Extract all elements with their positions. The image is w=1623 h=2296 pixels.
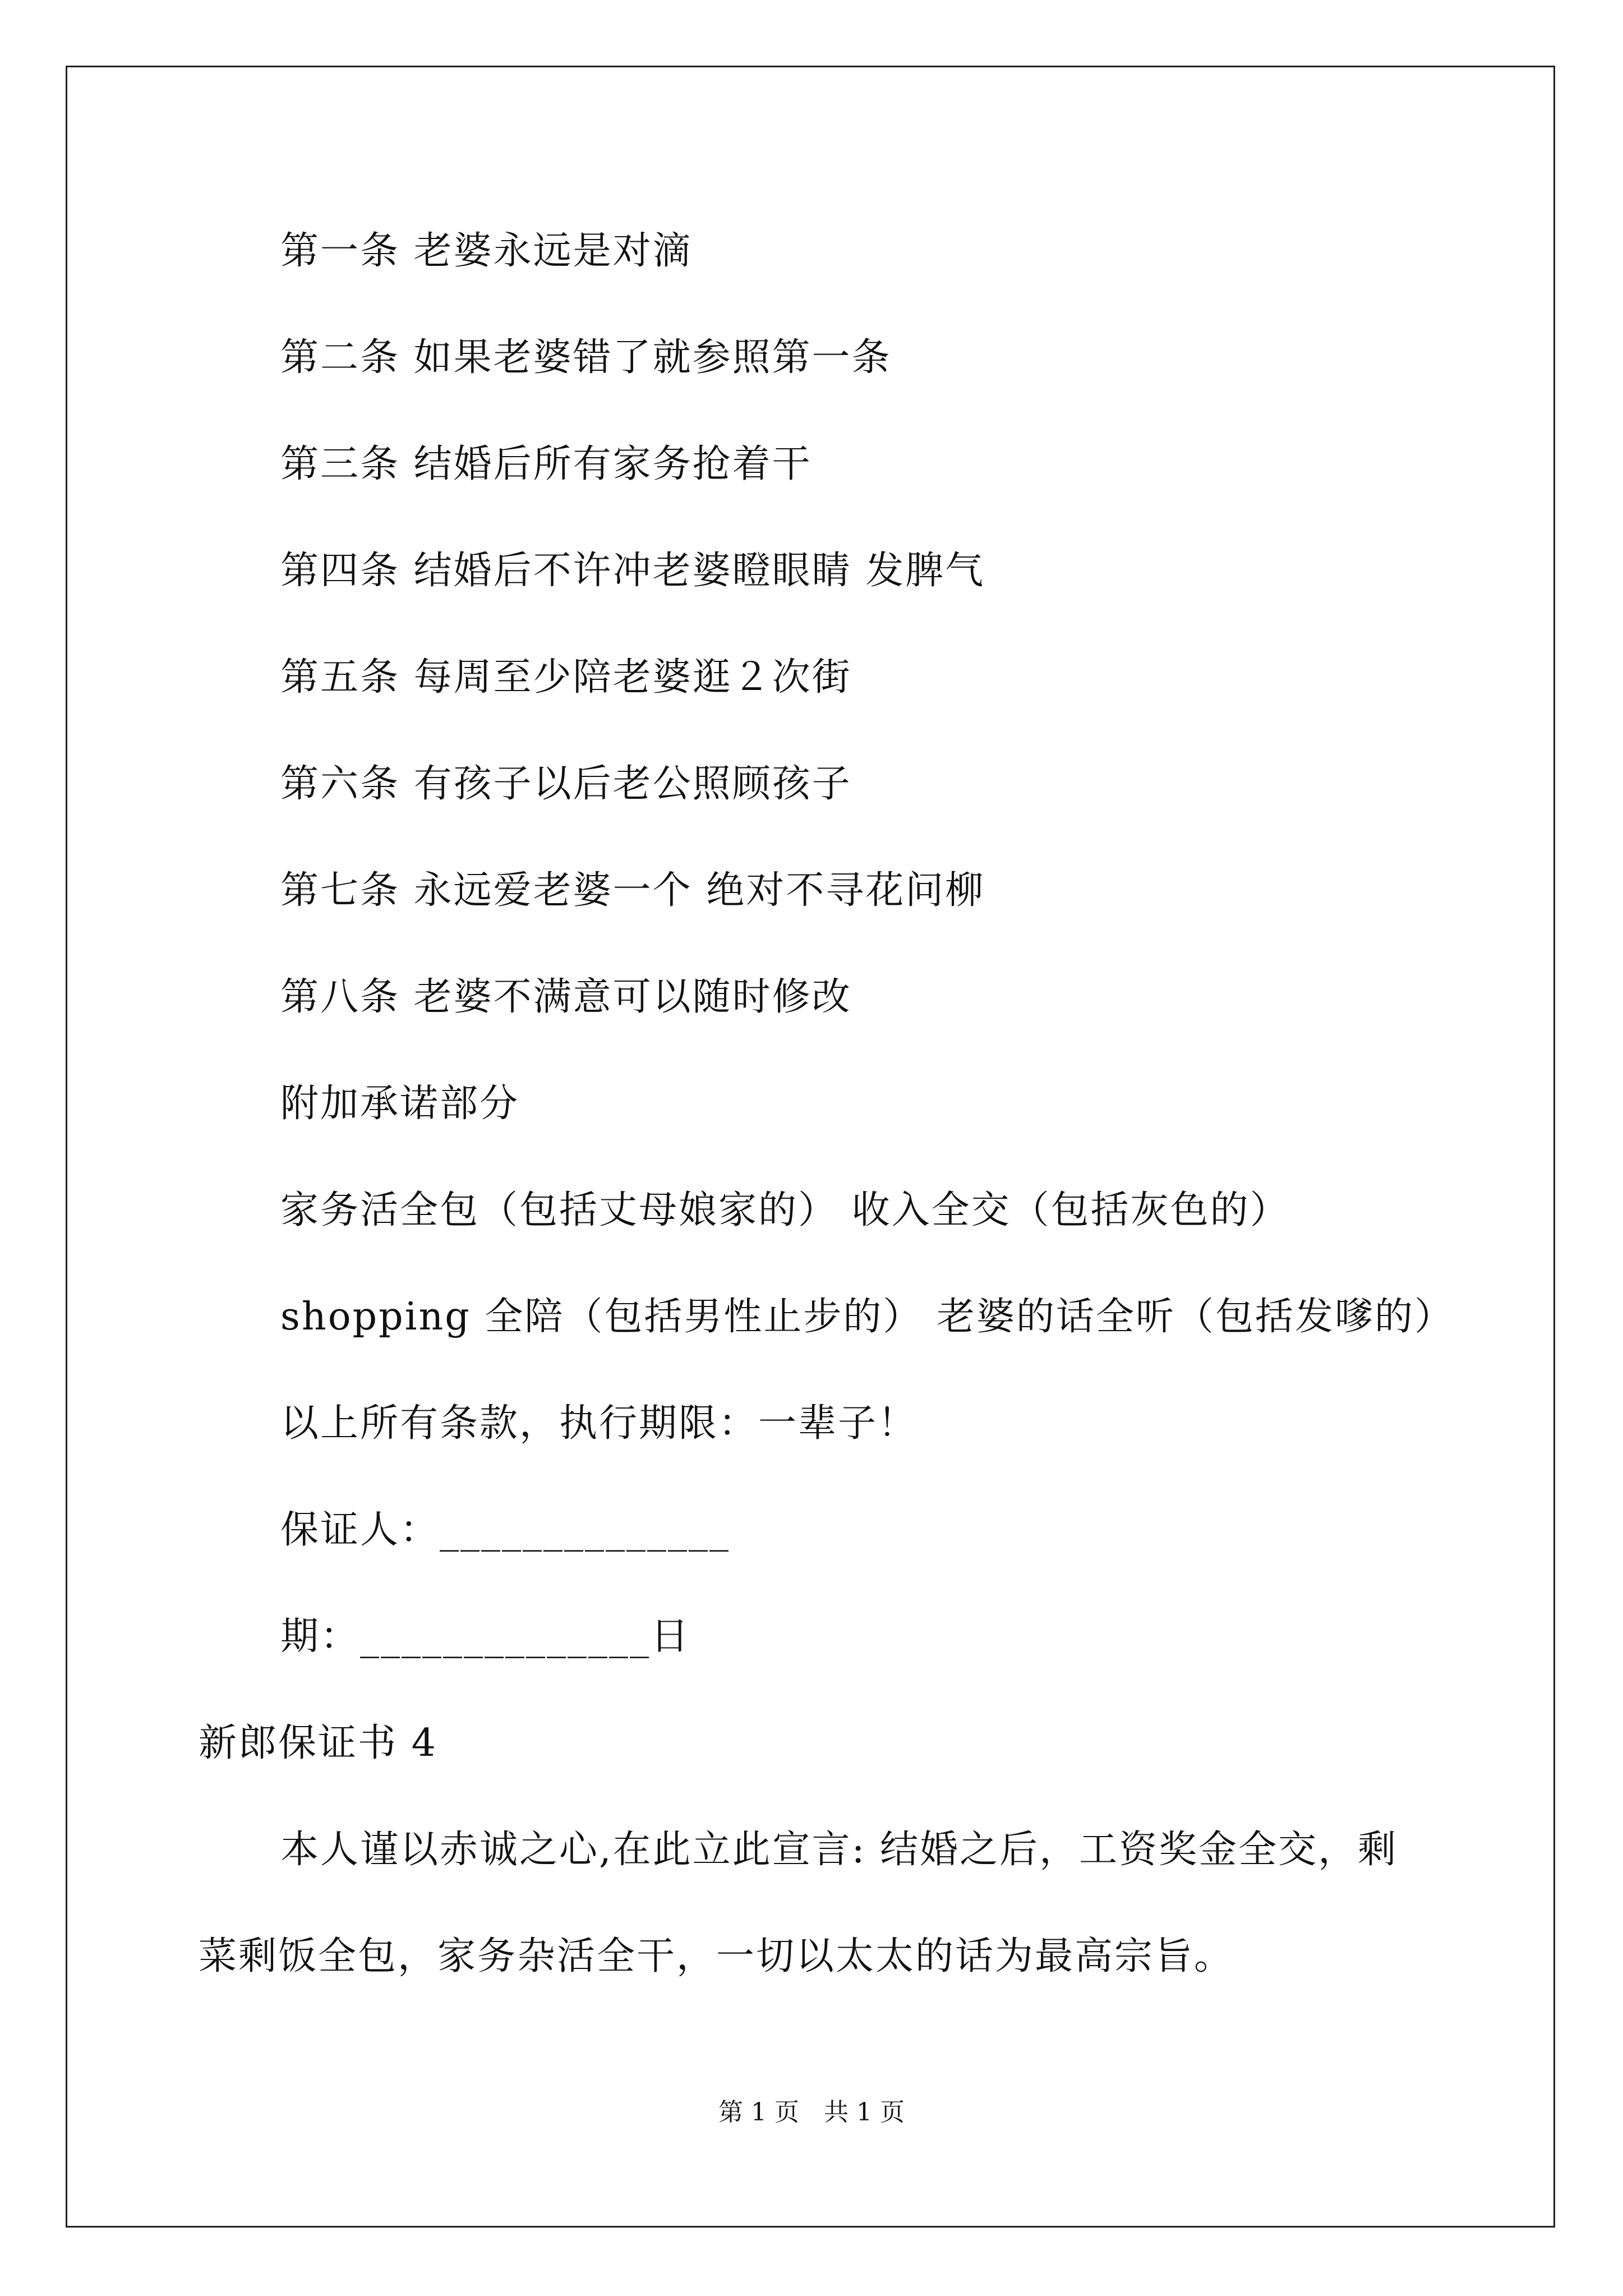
- article-5: 第五条 每周至少陪老婆逛２次街: [280, 655, 852, 700]
- section-title: 新郎保证书 4: [199, 1721, 437, 1765]
- article-3: 第三条 结婚后所有家务抢着干: [280, 442, 812, 486]
- article-2: 第二条 如果老婆错了就参照第一条: [280, 335, 892, 380]
- date-line: 期：______________日: [280, 1614, 691, 1659]
- article-7: 第七条 永远爱老婆一个 绝对不寻花问柳: [280, 868, 985, 913]
- appendix-line-1: 家务活全包（包括丈母娘家的） 收入全交（包括灰色的）: [280, 1188, 1290, 1232]
- body-line-2: 菜剩饭全包，家务杂活全干，一切以太太的话为最高宗旨。: [199, 1934, 1234, 1978]
- appendix-heading: 附加承诺部分: [280, 1082, 520, 1126]
- article-8: 第八条 老婆不满意可以随时修改: [280, 975, 852, 1019]
- term-line: 以上所有条款，执行期限：一辈子！: [280, 1401, 918, 1446]
- page-border: [66, 66, 1555, 2228]
- guarantor-line: 保证人：______________: [280, 1508, 731, 1552]
- page-footer: 第 1 页 共 1 页: [718, 2098, 905, 2127]
- article-4: 第四条 结婚后不许冲老婆瞪眼睛 发脾气: [280, 549, 985, 593]
- article-6: 第六条 有孩子以后老公照顾孩子: [280, 762, 852, 806]
- appendix-line-2: shopping 全陪（包括男性止步的） 老婆的话全听（包括发嗲的）: [280, 1295, 1454, 1339]
- body-line-1: 本人谨以赤诚之心,在此立此宣言: 结婚之后，工资奖金全交，剩: [280, 1828, 1398, 1872]
- article-1: 第一条 老婆永远是对滴: [280, 229, 693, 273]
